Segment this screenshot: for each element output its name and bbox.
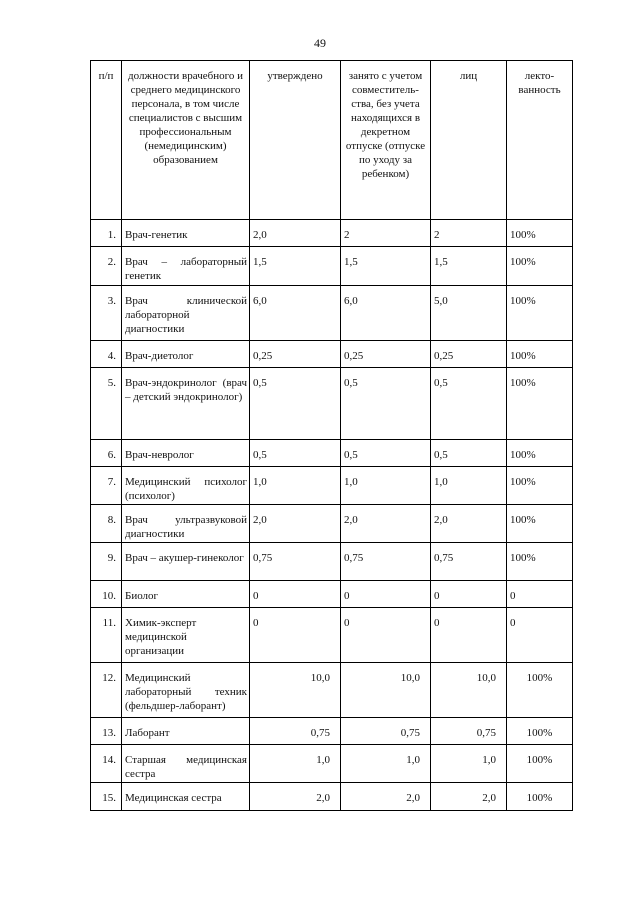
row-number: 3.: [91, 286, 122, 341]
row-staffing: 100%: [507, 440, 573, 467]
row-staffing: 100%: [507, 718, 573, 745]
row-approved: 0,5: [250, 368, 341, 440]
row-position-name: Химик-эксперт медицинской организации: [122, 608, 250, 663]
row-position-name: Врач-эндокринолог (врач – детский эндокринолог): [122, 368, 250, 440]
row-occupied: 0,75: [341, 543, 431, 581]
row-staffing: 100%: [507, 505, 573, 543]
row-position-name: Медицинский лабораторный техник (фельдшер-лаборант): [122, 663, 250, 718]
table-row: [91, 440, 573, 467]
row-persons: 0,5: [431, 368, 507, 440]
row-position-name: Врач клинической лабораторной диагностики: [122, 286, 250, 341]
row-number: 15.: [91, 783, 122, 811]
row-persons: 1,0: [431, 745, 507, 783]
table-row: [91, 783, 573, 811]
row-staffing: 0: [507, 581, 573, 608]
row-persons: 5,0: [431, 286, 507, 341]
row-staffing: 100%: [507, 663, 573, 718]
row-occupied: 1,5: [341, 247, 431, 286]
row-number: 13.: [91, 718, 122, 745]
row-position-name: Лаборант: [122, 718, 250, 745]
table-row: [91, 718, 573, 745]
row-occupied: 0,25: [341, 341, 431, 368]
row-staffing: 100%: [507, 783, 573, 811]
row-approved: 2,0: [250, 220, 341, 247]
row-staffing: 100%: [507, 368, 573, 440]
table-row: [91, 220, 573, 247]
table-header-row: [91, 61, 573, 220]
row-position-name: Врач ультразвуковой диагностики: [122, 505, 250, 543]
row-persons: 0,75: [431, 543, 507, 581]
row-staffing: 0: [507, 608, 573, 663]
row-persons: 0,25: [431, 341, 507, 368]
row-number: 9.: [91, 543, 122, 581]
row-occupied: 0: [341, 581, 431, 608]
header-approved: утверждено: [250, 61, 341, 220]
row-position-name: Врач-генетик: [122, 220, 250, 247]
row-approved: 1,0: [250, 467, 341, 505]
row-occupied: 1,0: [341, 745, 431, 783]
row-position-name: Врач – лабораторный генетик: [122, 247, 250, 286]
row-occupied: 1,0: [341, 467, 431, 505]
row-number: 4.: [91, 341, 122, 368]
row-persons: 2,0: [431, 505, 507, 543]
page-number: 49: [314, 36, 326, 50]
table-row: [91, 341, 573, 368]
row-position-name: Старшая медицинская сестра: [122, 745, 250, 783]
header-occupied: занято с учетом совместитель-ства, без учета находящихся в декретном отпуске (отпуске по уходу за ребенком): [341, 61, 431, 220]
row-approved: 2,0: [250, 783, 341, 811]
row-number: 12.: [91, 663, 122, 718]
row-approved: 0,75: [250, 543, 341, 581]
row-occupied: 10,0: [341, 663, 431, 718]
row-staffing: 100%: [507, 543, 573, 581]
row-position-name: Врач – акушер-гинеколог: [122, 543, 250, 581]
table-row: [91, 505, 573, 543]
row-staffing: 100%: [507, 220, 573, 247]
row-persons: 2: [431, 220, 507, 247]
row-persons: 1,0: [431, 467, 507, 505]
header-index: п/п: [91, 61, 122, 220]
row-number: 7.: [91, 467, 122, 505]
row-approved: 1,0: [250, 745, 341, 783]
table-row: [91, 543, 573, 581]
table-row: [91, 368, 573, 440]
row-persons: 0,5: [431, 440, 507, 467]
staffing-table: [90, 60, 573, 811]
row-approved: 10,0: [250, 663, 341, 718]
row-number: 14.: [91, 745, 122, 783]
row-approved: 1,5: [250, 247, 341, 286]
table-row: [91, 608, 573, 663]
row-position-name: Врач-невролог: [122, 440, 250, 467]
row-approved: 6,0: [250, 286, 341, 341]
row-number: 8.: [91, 505, 122, 543]
table-row: [91, 467, 573, 505]
table-row: [91, 581, 573, 608]
row-number: 5.: [91, 368, 122, 440]
row-number: 2.: [91, 247, 122, 286]
row-persons: 0,75: [431, 718, 507, 745]
row-approved: 2,0: [250, 505, 341, 543]
row-occupied: 2,0: [341, 783, 431, 811]
row-persons: 0: [431, 581, 507, 608]
row-staffing: 100%: [507, 467, 573, 505]
row-occupied: 0,75: [341, 718, 431, 745]
header-position: должности врачебного и среднего медицинского персонала, в том числе специалистов с высшим профессиональным (немедицинским) образованием: [122, 61, 250, 220]
row-number: 1.: [91, 220, 122, 247]
row-position-name: Биолог: [122, 581, 250, 608]
row-position-name: Медицинская сестра: [122, 783, 250, 811]
row-approved: 0,25: [250, 341, 341, 368]
row-approved: 0: [250, 608, 341, 663]
row-staffing: 100%: [507, 745, 573, 783]
row-approved: 0,5: [250, 440, 341, 467]
table-row: [91, 745, 573, 783]
row-persons: 10,0: [431, 663, 507, 718]
table-row: [91, 247, 573, 286]
row-occupied: 0,5: [341, 440, 431, 467]
row-position-name: Врач-диетолог: [122, 341, 250, 368]
row-approved: 0,75: [250, 718, 341, 745]
row-persons: 0: [431, 608, 507, 663]
row-number: 10.: [91, 581, 122, 608]
table-row: [91, 663, 573, 718]
row-occupied: 6,0: [341, 286, 431, 341]
row-persons: 1,5: [431, 247, 507, 286]
row-occupied: 0,5: [341, 368, 431, 440]
table-row: [91, 286, 573, 341]
row-approved: 0: [250, 581, 341, 608]
row-staffing: 100%: [507, 341, 573, 368]
row-staffing: 100%: [507, 286, 573, 341]
row-occupied: 0: [341, 608, 431, 663]
row-number: 11.: [91, 608, 122, 663]
row-number: 6.: [91, 440, 122, 467]
row-staffing: 100%: [507, 247, 573, 286]
row-position-name: Медицинский психолог (психолог): [122, 467, 250, 505]
row-occupied: 2: [341, 220, 431, 247]
header-persons: лиц: [431, 61, 507, 220]
header-staffing: лекто-ванность: [507, 61, 573, 220]
row-persons: 2,0: [431, 783, 507, 811]
row-occupied: 2,0: [341, 505, 431, 543]
